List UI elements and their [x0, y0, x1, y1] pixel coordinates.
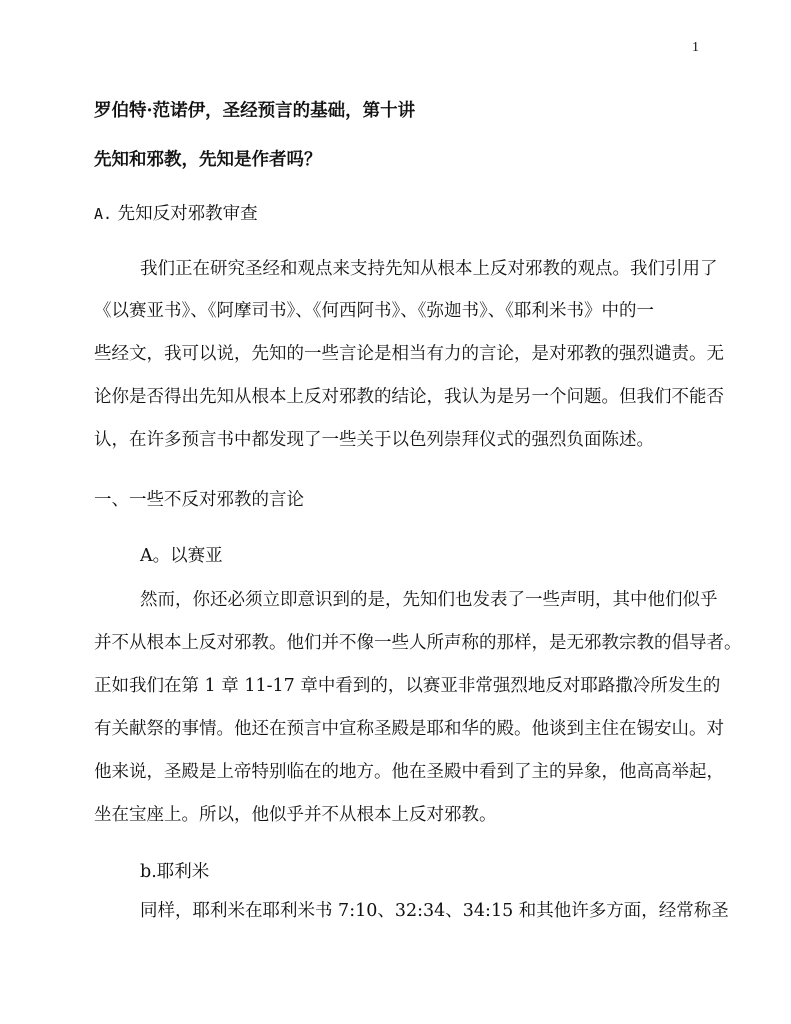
isaiah-heading: A。以赛亚: [140, 546, 223, 566]
section-a-para-line: 《以赛亚书》、《阿摩司书》、《何西阿书》、《弥迦书》、《耶利米书》中的一: [94, 301, 654, 321]
page-number: 1: [692, 40, 699, 55]
isaiah-para-line: 有关献祭的事情。他还在预言中宣称圣殿是耶和华的殿。他谈到主住在锡安山。对: [94, 719, 724, 739]
isaiah-para-line: 坐在宝座上。所以，他似乎并不从根本上反对邪教。: [94, 805, 497, 825]
isaiah-para-line: 他来说，圣殿是上帝特别临在的地方。他在圣殿中看到了主的异象，他高高举起，: [94, 762, 724, 782]
section-a-para-line: 些经文，我可以说，先知的一些言论是相当有力的言论，是对邪教的强烈谴责。无: [94, 344, 724, 364]
section-a-heading: [94, 203, 258, 225]
jeremiah-heading: b.耶利米: [140, 862, 210, 882]
section-a-para-line: 我们正在研究圣经和观点来支持先知从根本上反对邪教的观点。我们引用了: [140, 259, 718, 279]
jeremiah-para-line: 同样，耶利米在耶利米书 7:10、32:34、34:15 和其他许多方面，经常称圣: [140, 901, 729, 921]
document-title: 罗伯特·范诺伊，圣经预言的基础，第十讲: [94, 101, 416, 121]
section-one-heading: 一、一些不反对邪教的言论: [94, 490, 304, 510]
isaiah-para-line: 并不从根本上反对邪教。他们并不像一些人所声称的那样，是无邪教宗教的倡导者。: [94, 633, 742, 653]
isaiah-para-line: 正如我们在第 1 章 11-17 章中看到的，以赛亚非常强烈地反对耶路撒冷所发生的: [94, 676, 721, 696]
document-subtitle: 先知和邪教，先知是作者吗？: [94, 150, 322, 170]
section-a-prefix: A.: [94, 205, 113, 223]
section-a-para-line: 认，在许多预言书中都发现了一些关于以色列崇拜仪式的强烈负面陈述。: [94, 430, 654, 450]
isaiah-para-line: 然而，你还必须立即意识到的是，先知们也发表了一些声明，其中他们似乎: [140, 590, 718, 610]
section-a-title: 先知反对邪教审查: [117, 204, 258, 224]
section-a-para-line: 论你是否得出先知从根本上反对邪教的结论，我认为是另一个问题。但我们不能否: [94, 387, 724, 407]
